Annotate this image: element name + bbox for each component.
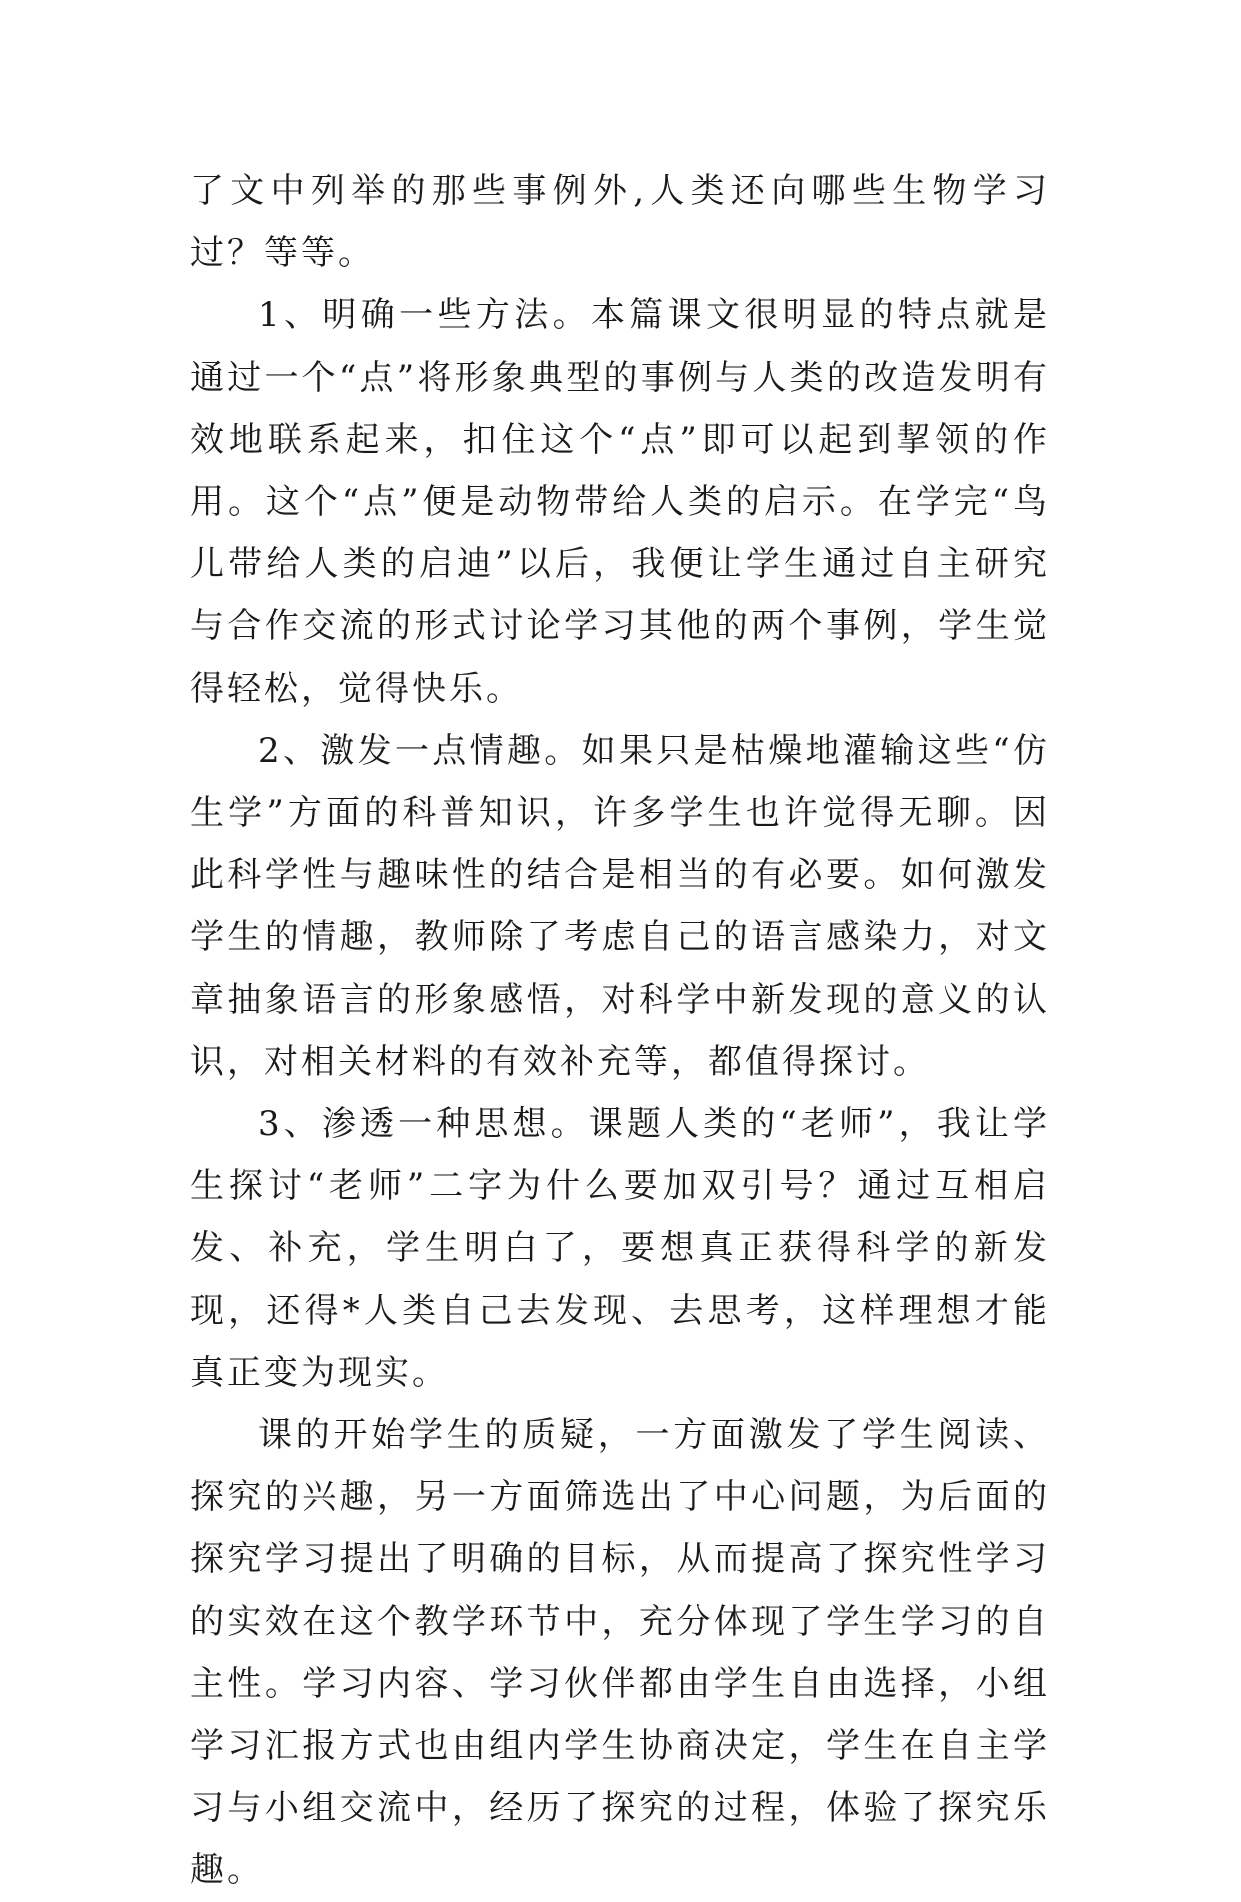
paragraph-method: 1、明确一些方法。本篇课文很明显的特点就是通过一个“点”将形象典型的事例与人类的改造发明有效地联系起来，扣住这个“点”即可以起到挈领的作用。这个“点”便是动物带给人类的启示。在学完“鸟儿带给人类的启迪”以后，我便让学生通过自主研究与合作交流的形式讨论学习其他的两个事例，学生觉得轻松，觉得快乐。 <box>190 295 1050 709</box>
paragraph-continuation: 了文中列举的那些事例外,人类还向哪些生物学习过？等等。 <box>190 171 1050 274</box>
paragraph-interest: 2、激发一点情趣。如果只是枯燥地灌输这些“仿生学”方面的科普知识，许多学生也许觉得无聊。因此科学性与趣味性的结合是相当的有必要。如何激发学生的情趣，教师除了考虑自己的语言感染力，对文章抽象语言的形象感悟，对科学中新发现的意义的认识，对相关材料的有效补充等，都值得探讨。 <box>190 730 1050 1082</box>
paragraph-summary: 课的开始学生的质疑，一方面激发了学生阅读、探究的兴趣，另一方面筛选出了中心问题，为后面的探究学习提出了明确的目标，从而提高了探究性学习的实效在这个教学环节中，充分体现了学生学习的自主性。学习内容、学习伙伴都由学生自由选择，小组学习汇报方式也由组内学生协商决定，学生在自主学习与小组交流中，经历了探究的过程，体验了探究乐趣。 <box>190 1415 1050 1891</box>
document-body <box>190 160 1050 1902</box>
paragraph-thought: 3、渗透一种思想。课题人类的“老师”，我让学生探讨“老师”二字为什么要加双引号？通过互相启发、补充，学生明白了，要想真正获得科学的新发现，还得*人类自己去发现、去思考，这样理想才能真正变为现实。 <box>190 1104 1050 1393</box>
